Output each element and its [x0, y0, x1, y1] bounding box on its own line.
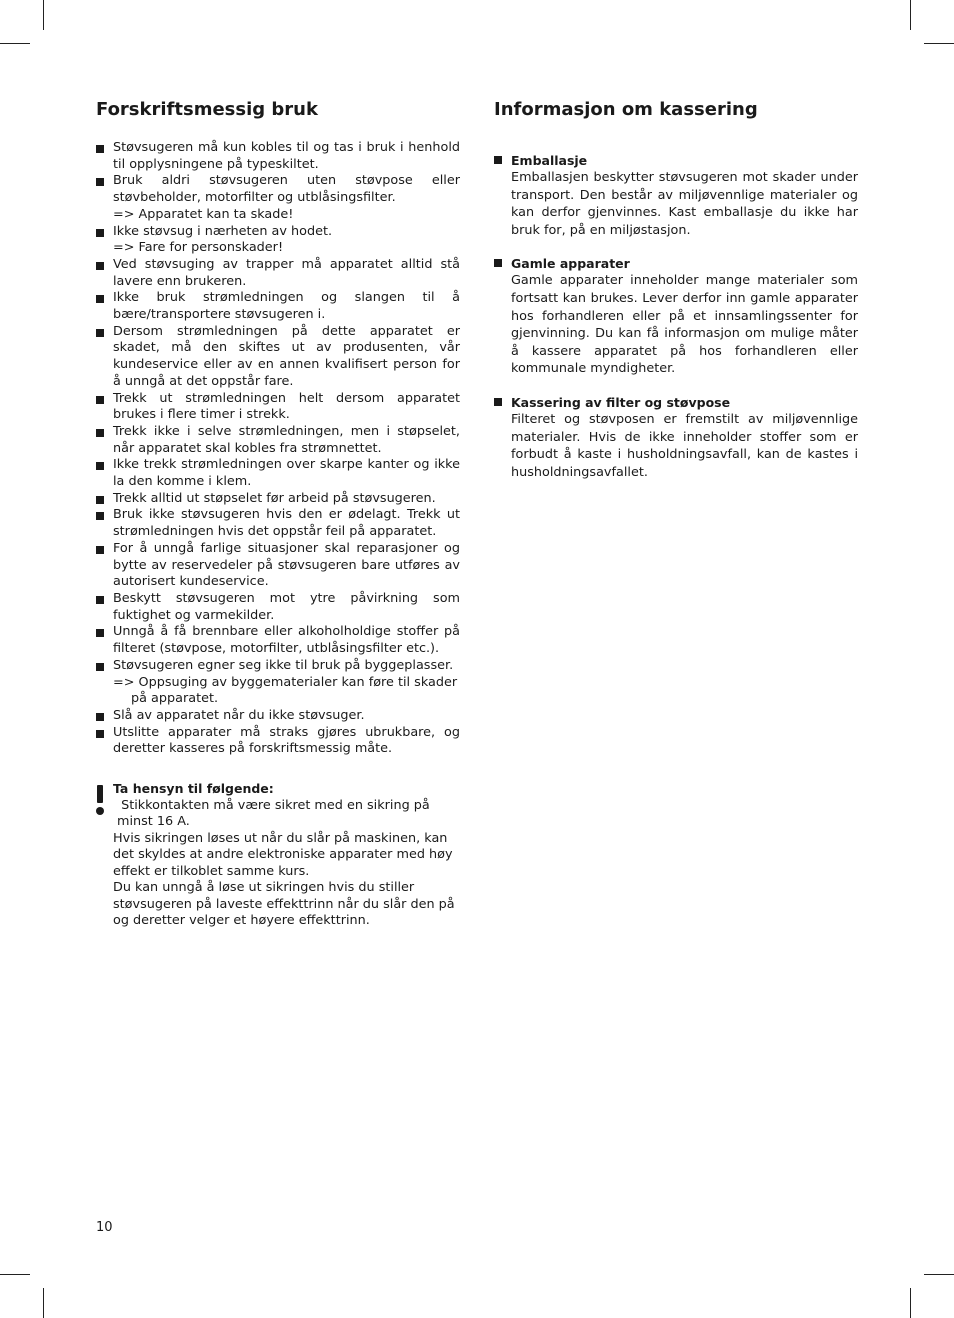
- list-item: [96, 491, 460, 508]
- list-item-text: Støvsugeren egner seg ikke til bruk på byggeplasser.: [113, 657, 454, 673]
- section-title: Forskriftsmessig bruk: [96, 99, 318, 120]
- list-item-text: Ved støvsuging av trapper må apparatet alltid stå lavere enn brukeren.: [113, 256, 460, 289]
- list-item: [96, 424, 460, 457]
- list-item-text: Bruk aldri støvsugeren uten støvpose eller støvbeholder, motorfilter og utblåsingsfilter.: [113, 173, 460, 206]
- crop-mark: [910, 1288, 911, 1318]
- list-item: [96, 658, 460, 708]
- square-bullet-icon: [96, 429, 104, 437]
- square-bullet-icon: [96, 329, 104, 337]
- crop-mark: [43, 1288, 44, 1318]
- square-bullet-icon: [494, 156, 502, 164]
- list-item-text: Unngå å få brennbare eller alkoholholdige stoffer på filteret (støvpose, motorfilter, utblåsingsfilter etc.).: [113, 624, 460, 657]
- crop-mark: [43, 0, 44, 30]
- rules-list: [96, 140, 460, 758]
- subsection-text: Emballasjen beskytter støvsugeren mot skader under transport. Den består av miljøvennlige materialer og kan derfor gjenvinnes. Kast emballasje du ikke har bruk for, på en miljøstasjon.: [511, 170, 858, 238]
- list-item-text: Ikke trekk strømledningen over skarpe kanter og ikke la den komme i klem.: [113, 457, 460, 490]
- disposal-item: [494, 394, 858, 481]
- list-item-text: Støvsugeren må kun kobles til og tas i bruk i henhold til opplysningene på typeskiltet.: [113, 140, 460, 172]
- list-item-text: Bruk ikke støvsugeren hvis den er ødelagt. Trekk ut strømledningen hvis det oppstår feil på apparatet.: [113, 507, 460, 540]
- section-title: Informasjon om kassering: [494, 99, 758, 120]
- square-bullet-icon: [96, 229, 104, 237]
- crop-mark: [924, 1274, 954, 1275]
- list-item-note: => Apparatet kan ta skade!: [113, 206, 294, 222]
- square-bullet-icon: [96, 663, 104, 671]
- list-item: [96, 391, 460, 424]
- square-bullet-icon: [96, 496, 104, 504]
- square-bullet-icon: [96, 178, 104, 186]
- intended-use-section: [96, 96, 460, 758]
- list-item: [96, 725, 460, 758]
- list-item: [96, 257, 460, 290]
- warning-title: Ta hensyn til følgende:: [113, 781, 274, 796]
- square-bullet-icon: [494, 398, 502, 406]
- list-item-text: Ikke støvsug i nærheten av hodet.: [113, 223, 333, 239]
- list-item-text: Beskytt støvsugeren mot ytre påvirkning som fuktighet og varmekilder.: [113, 590, 460, 623]
- square-bullet-icon: [96, 262, 104, 270]
- crop-mark: [910, 0, 911, 30]
- list-item-text: Trekk alltid ut støpselet før arbeid på støvsugeren.: [113, 490, 436, 506]
- list-item-text: Trekk ut strømledningen helt dersom apparatet brukes i flere timer i strekk.: [113, 390, 460, 423]
- list-item: [96, 507, 460, 540]
- crop-mark: [924, 43, 954, 44]
- list-item: [96, 708, 460, 725]
- subsection-text: Filteret og støvposen er fremstilt av miljøvennlige materialer. Hvis de ikke inneholder stoffer som er forbudt å kaste i husholdningsavfall, kan de kastes i husholdningsavfallet.: [511, 411, 858, 480]
- square-bullet-icon: [96, 145, 104, 153]
- list-item-text: For å unngå farlige situasjoner skal reparasjoner og bytte av reservedeler på støvsugeren bare utføres av autorisert kundeservice.: [113, 540, 460, 590]
- disposal-section: [494, 96, 858, 497]
- square-bullet-icon: [494, 259, 502, 267]
- page-number: 10: [96, 1220, 113, 1235]
- list-item: [96, 541, 460, 591]
- list-item-note: => Oppsuging av byggematerialer kan føre til skader: [113, 674, 458, 690]
- square-bullet-icon: [96, 713, 104, 721]
- list-item-note: på apparatet.: [131, 691, 219, 707]
- list-item: [96, 591, 460, 624]
- crop-mark: [0, 43, 30, 44]
- square-bullet-icon: [96, 629, 104, 637]
- list-item-text: Trekk ikke i selve strømledningen, men i støpselet, når apparatet skal kobles fra strømnettet.: [113, 423, 460, 456]
- list-item: [96, 457, 460, 490]
- warning-line: Du kan unngå å løse ut sikringen hvis du stiller støvsugeren på laveste effekttrinn når du slår den på og deretter velger et høyere effekttrinn.: [113, 880, 455, 928]
- subsection-title: Kassering av filter og støvpose: [511, 394, 731, 410]
- list-item-note: => Fare for personskader!: [113, 240, 284, 256]
- disposal-item: [494, 152, 858, 239]
- square-bullet-icon: [96, 396, 104, 404]
- subsection-title: Emballasje: [511, 153, 588, 168]
- list-item-text: Utslitte apparater må straks gjøres ubrukbare, og deretter kasseres på forskriftsmessig måte.: [113, 724, 460, 757]
- subsection-text: Gamle apparater inneholder mange materialer som fortsatt kan brukes. Lever derfor inn gamle apparater hos forhandleren eller på et innsamlingssenter for gjenvinning. Du kan få informasjon om mulige måter å kassere apparatet på hos forhandleren eller kommunale myndigheter.: [511, 273, 858, 377]
- list-item-text: Ikke bruk strømledningen og slangen til å bære/transportere støvsugeren i.: [113, 290, 460, 323]
- disposal-list: [494, 152, 858, 481]
- square-bullet-icon: [96, 596, 104, 604]
- subsection-title: Gamle apparater: [511, 256, 630, 272]
- list-item-text: Dersom strømledningen på dette apparatet er skadet, må den skiftes ut av produsenten, vår kundeservice eller av en annen kvalifisert person for å unngå at det oppstår fare.: [113, 323, 460, 389]
- square-bullet-icon: [96, 730, 104, 738]
- list-item: [96, 173, 460, 223]
- disposal-item: [494, 255, 858, 378]
- square-bullet-icon: [96, 462, 104, 470]
- list-item: [96, 290, 460, 323]
- list-item: [96, 624, 460, 657]
- list-item: [96, 140, 460, 173]
- warning-box: [96, 781, 460, 930]
- list-item: [96, 224, 460, 257]
- warning-line: Hvis sikringen løses ut når du slår på maskinen, kan det skyldes at andre elektroniske apparater med høy effekt er tilkoblet samme kurs.: [113, 830, 453, 879]
- square-bullet-icon: [96, 512, 104, 520]
- crop-mark: [0, 1274, 30, 1275]
- square-bullet-icon: [96, 546, 104, 554]
- list-item-text: Slå av apparatet når du ikke støvsuger.: [113, 707, 365, 723]
- square-bullet-icon: [96, 295, 104, 303]
- warning-line: Stikkontakten må være sikret med en sikring på minst 16 A.: [117, 797, 434, 829]
- list-item: [96, 324, 460, 391]
